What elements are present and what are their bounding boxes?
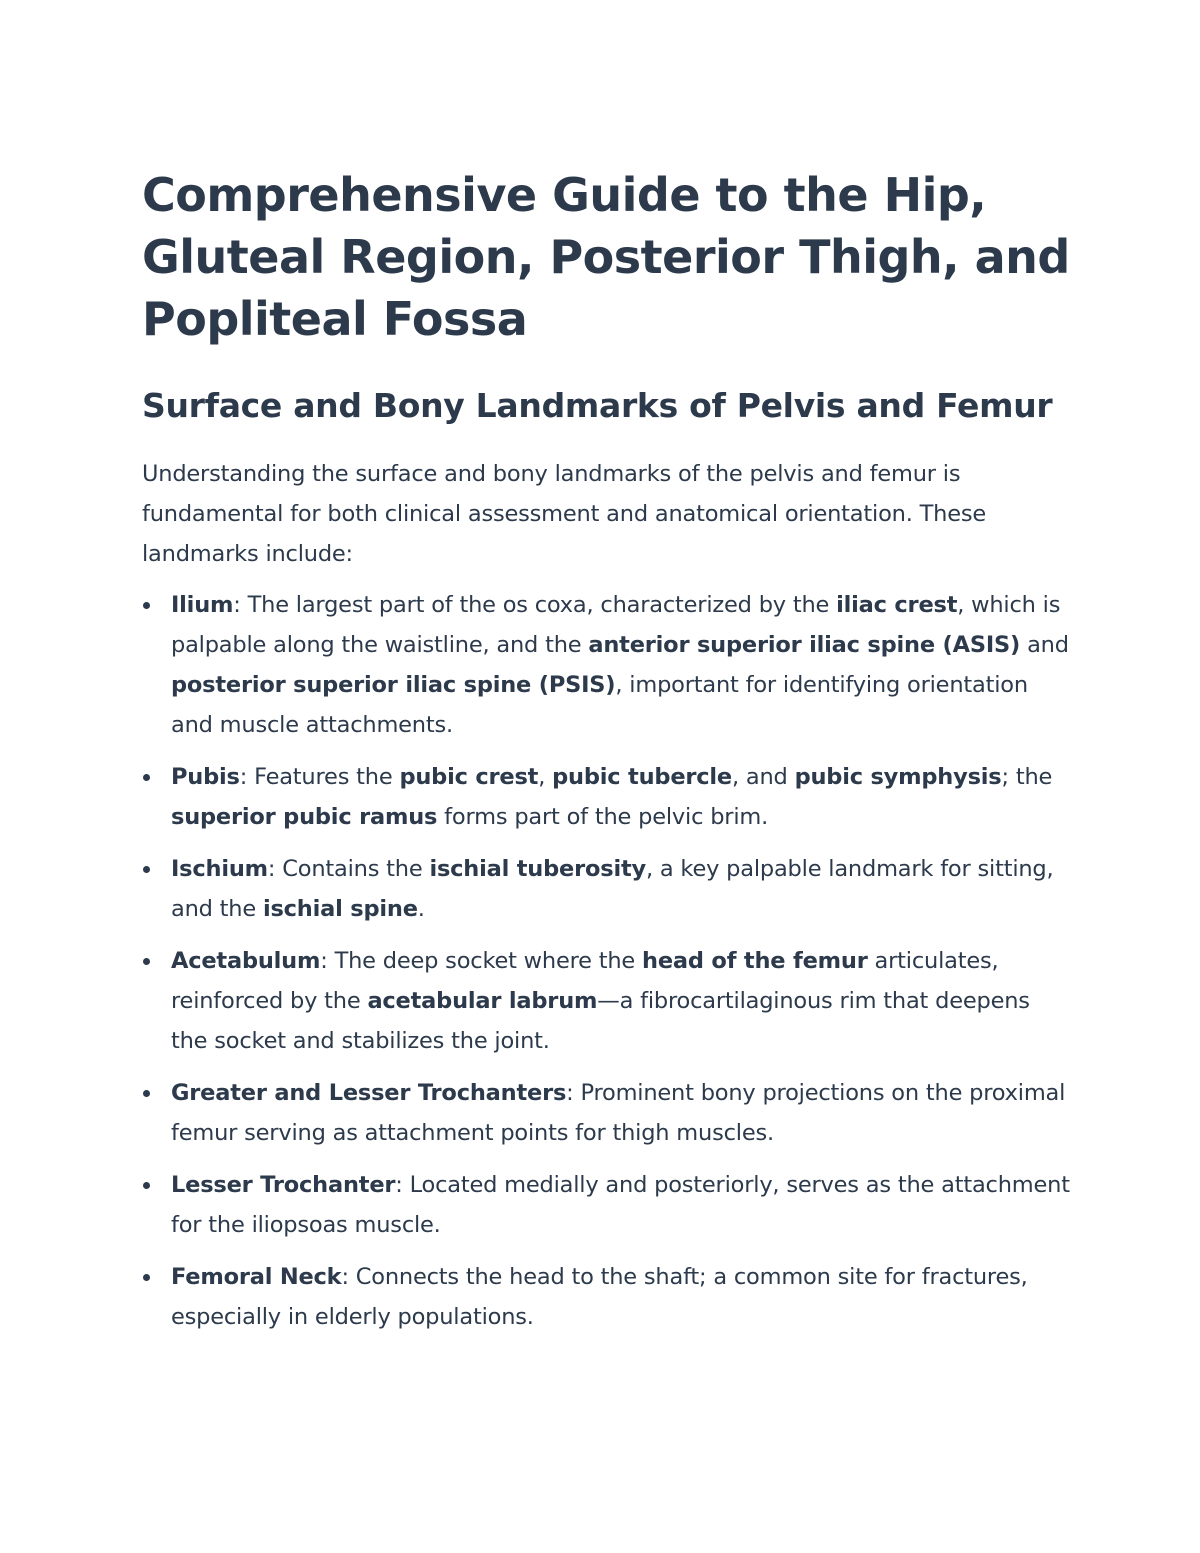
list-item xyxy=(142,585,1072,745)
list-item-text: , xyxy=(538,764,553,790)
list-item-label: Ilium xyxy=(171,592,234,618)
list-item-text: , a key palpable landmark for sitting, and the xyxy=(171,856,1054,922)
bold-term: ischial spine xyxy=(262,896,418,922)
list-item-label: Pubis xyxy=(171,764,240,790)
bold-term: pubic symphysis xyxy=(794,764,1002,790)
bullet-icon xyxy=(143,602,150,609)
page-title: Comprehensive Guide to the Hip, Gluteal Region, Posterior Thigh, and Popliteal Fossa xyxy=(142,168,1070,346)
list-item xyxy=(142,1165,1072,1245)
section-heading: Surface and Bony Landmarks of Pelvis and Femur xyxy=(142,386,1053,425)
list-item xyxy=(142,1073,1072,1153)
bold-term: head of the femur xyxy=(642,948,868,974)
list-item-text: , important for identifying orientation and muscle attachments. xyxy=(171,672,1028,738)
list-item-text: : The deep socket where the xyxy=(320,948,643,974)
bold-term: posterior superior iliac spine (PSIS) xyxy=(171,672,616,698)
bold-term: ischial tuberosity xyxy=(429,856,646,882)
list-item-text: . xyxy=(417,896,425,922)
bold-term: acetabular labrum xyxy=(367,988,598,1014)
list-item-text: —a fibrocartilaginous rim that deepens the socket and stabilizes the joint. xyxy=(171,988,1030,1054)
list-item-text: articulates, reinforced by the xyxy=(171,948,999,1014)
list-item-text: and xyxy=(1020,632,1069,658)
bold-term: iliac crest xyxy=(836,592,958,618)
list-item xyxy=(142,757,1072,837)
list-item-text: : Features the xyxy=(239,764,400,790)
bullet-icon xyxy=(143,1090,150,1097)
document-page xyxy=(142,164,1072,1349)
list-item-text: : Contains the xyxy=(267,856,430,882)
list-item-text: forms part of the pelvic brim. xyxy=(437,804,769,830)
list-item xyxy=(142,1257,1072,1337)
list-item-text: ; the xyxy=(1001,764,1053,790)
list-item xyxy=(142,849,1072,929)
bullet-icon xyxy=(143,958,150,965)
list-item-text: : Connects the head to the shaft; a common site for fractures, especially in elderly populations. xyxy=(171,1264,1028,1330)
bold-term: pubic crest xyxy=(399,764,539,790)
list-item-text: , which is palpable along the waistline, and the xyxy=(171,592,1061,658)
list-item xyxy=(142,941,1072,1061)
bold-term: anterior superior iliac spine (ASIS) xyxy=(588,632,1021,658)
list-item-text: : Prominent bony projections on the proximal femur serving as attachment points for thigh muscles. xyxy=(171,1080,1066,1146)
intro-paragraph: Understanding the surface and bony landmarks of the pelvis and femur is fundamental for both clinical assessment and anatomical orientation. These landmarks include: xyxy=(142,461,987,567)
list-item-text: : The largest part of the os coxa, characterized by the xyxy=(233,592,837,618)
landmark-list xyxy=(142,585,1072,1337)
list-item-label: Ischium xyxy=(171,856,268,882)
bold-term: pubic tubercle xyxy=(552,764,732,790)
list-item-label: Femoral Neck xyxy=(171,1264,342,1290)
list-item-label: Greater and Lesser Trochanters xyxy=(171,1080,567,1106)
list-item-label: Lesser Trochanter xyxy=(171,1172,396,1198)
bullet-icon xyxy=(143,866,150,873)
bold-term: superior pubic ramus xyxy=(171,804,438,830)
list-item-label: Acetabulum xyxy=(171,948,321,974)
list-item-text: , and xyxy=(731,764,795,790)
bullet-icon xyxy=(143,774,150,781)
bullet-icon xyxy=(143,1274,150,1281)
bullet-icon xyxy=(143,1182,150,1189)
list-item-text: : Located medially and posteriorly, serves as the attachment for the iliopsoas muscle. xyxy=(171,1172,1070,1238)
